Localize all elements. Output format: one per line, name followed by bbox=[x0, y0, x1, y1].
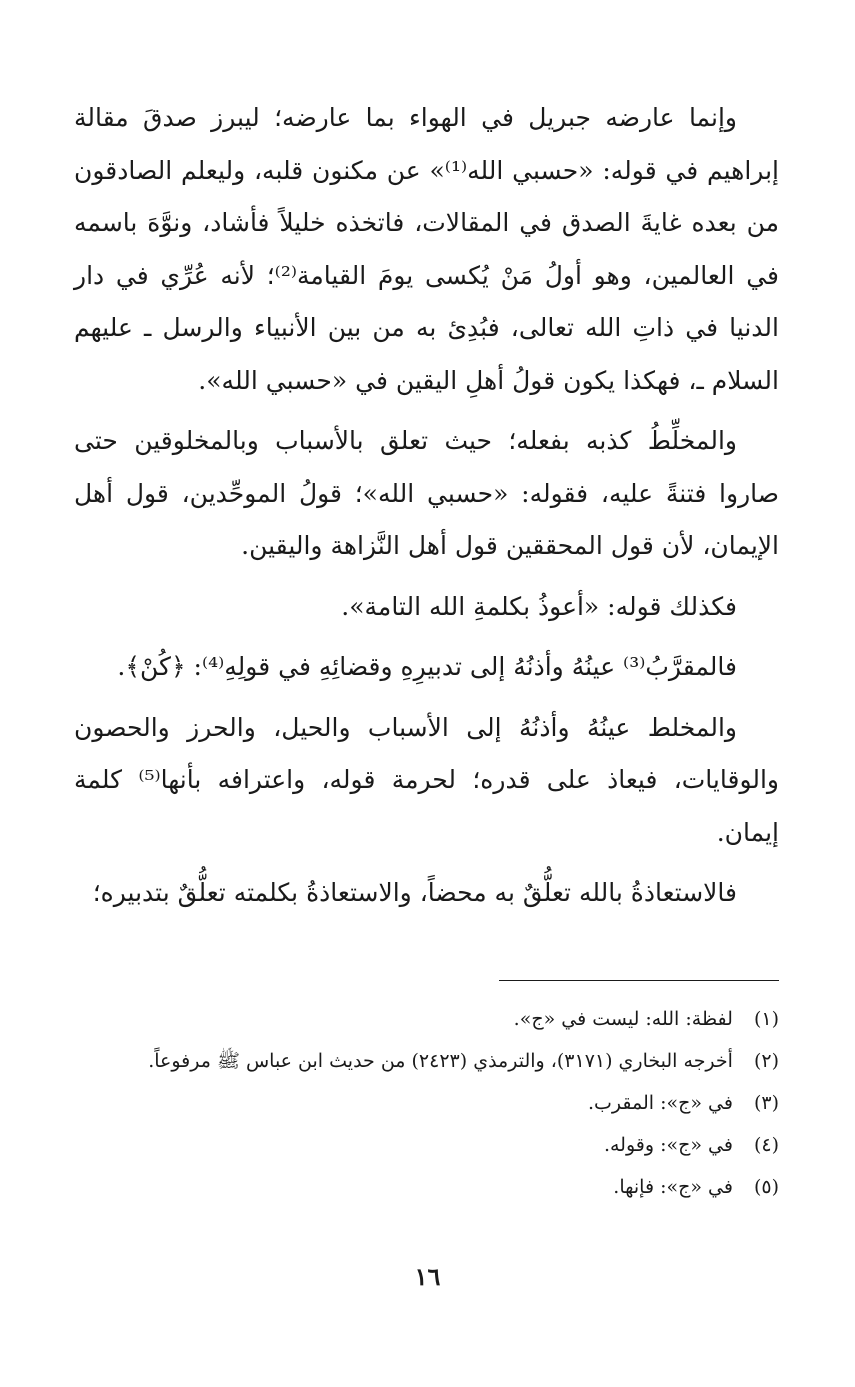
footnote-number: (٥) bbox=[753, 1176, 779, 1198]
footnote-number: (١) bbox=[753, 1008, 779, 1030]
page-number: ١٦ bbox=[414, 1262, 441, 1291]
paragraph-5: والمخلط عينُهُ وأذنُهُ إلى الأسباب والحيل، والحرز والحصون والوقايات، فيعاذ على قدره؛ لحرمة قوله، واعترافه بأنها⁽⁵⁾ كلمة إيمان. bbox=[74, 712, 780, 847]
footnote-text: أخرجه البخاري (٣١٧١)، والترمذي (٢٤٢٣) من حديث ابن عباس ﷺ مرفوعاً. bbox=[148, 1050, 733, 1072]
main-text bbox=[74, 92, 779, 928]
footnote-item bbox=[74, 1082, 779, 1124]
footnote-number: (٣) bbox=[753, 1092, 779, 1114]
footnote-text: في «ج»: فإنها. bbox=[613, 1176, 733, 1198]
footnote-text: في «ج»: وقوله. bbox=[603, 1134, 733, 1156]
footnote-number: (٤) bbox=[753, 1134, 779, 1156]
paragraph-3: فكذلك قوله: «أعوذُ بكلمةِ الله التامة». bbox=[341, 591, 737, 621]
footnote-divider bbox=[499, 980, 779, 981]
paragraph-4: فالمقرَّبُ⁽³⁾ عينُهُ وأذنُهُ إلى تدبيرِهِ وقضائِهِ في قولِهِ⁽⁴⁾: ﴿كُنْ﴾. bbox=[117, 652, 737, 681]
paragraph-6: فالاستعاذةُ بالله تعلُّقٌ به محضاً، والاستعاذةُ بكلمته تعلُّقٌ بتدبيره؛ bbox=[92, 878, 737, 907]
footnote-text: لفظة: الله: ليست في «ج». bbox=[513, 1008, 733, 1030]
footnote-item bbox=[74, 1040, 779, 1082]
footnote-item bbox=[74, 1166, 779, 1208]
footnote-number: (٢) bbox=[753, 1050, 779, 1072]
footnote-text: في «ج»: المقرب. bbox=[587, 1092, 733, 1114]
footnote-item bbox=[74, 1124, 779, 1166]
paragraph-1: وإنما عارضه جبريل في الهواء بما عارضه؛ ليبرز صدقَ مقالة إبراهيم في قوله: «حسبي الله⁽¹⁾» عن مكنون قلبه، وليعلم الصادقون من بعده غايةَ الصدق في المقالات، فاتخذه خليلاً فأشاد، ونوَّهَ باسمه في العالمين، وهو أولُ مَنْ يُكسى يومَ القيامة⁽²⁾؛ لأنه عُرِّي في دار الدنيا في ذاتِ الله تعالى، فبُدِئ به من بين الأنبياء والرسل ـ عليهم السلام ـ، فهكذا يكون قولُ أهلِ اليقين في «حسبي الله». bbox=[74, 103, 779, 395]
paragraph-2: والمخلِّطُ كذبه بفعله؛ حيث تعلق بالأسباب وبالمخلوقين حتى صاروا فتنةً عليه، فقوله: «حسبي الله»؛ قولُ الموحِّدين، قول أهل الإيمان، لأن قول المحققين قول أهل النَّزاهة واليقين. bbox=[74, 426, 779, 560]
footnote-item bbox=[74, 998, 779, 1040]
footnotes bbox=[74, 998, 779, 1208]
